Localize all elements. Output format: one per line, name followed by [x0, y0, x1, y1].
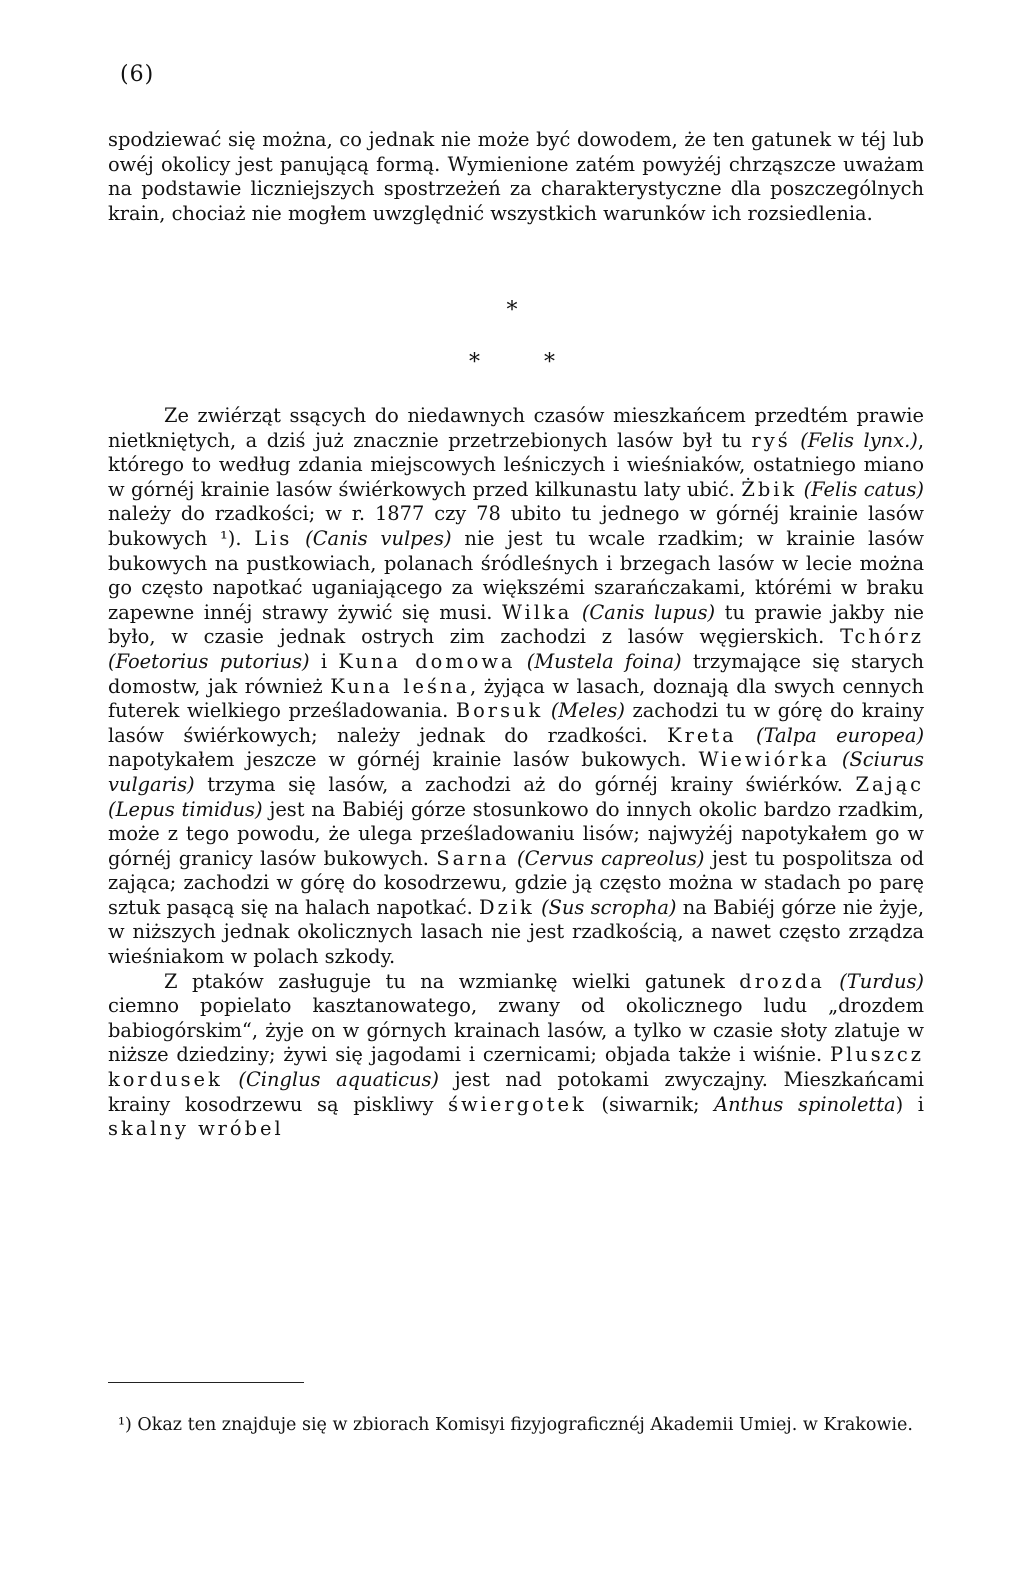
footnote-rule — [108, 1382, 304, 1383]
species-lis: Lis — [254, 526, 293, 550]
footnote-ref: ¹) — [220, 526, 236, 550]
species-swiergotek: świergotek — [448, 1092, 587, 1116]
footnote-mark: ¹) — [118, 1415, 132, 1435]
separator-star-right: * — [544, 350, 555, 375]
paragraph-1-text: spodziewać się można, co jednak nie może być dowodem, że ten gatunek w téj lub owéj okolicy jest panującą formą. Wymienione zatém powyżéj chrząszcze uważam na podstawie liczniejszych spostrzeżeń za charakterystyczne dla poszczególnych krain, chociaż nie mogłem uwzględnić wszystkich warunków ich rozsiedlenia. — [108, 128, 924, 225]
species-kuna-lesna: Kuna leśna — [330, 674, 470, 698]
main-text — [108, 404, 924, 1142]
species-tchorz: Tchórz — [840, 625, 924, 649]
species-rys: ryś — [751, 428, 791, 452]
species-wiewiorka: Wiewiórka — [698, 748, 830, 772]
species-pluszcz: Pluszcz kordusek — [108, 1043, 924, 1092]
species-wilk: Wilka — [501, 600, 573, 624]
species-borsuk: Borsuk — [455, 699, 544, 723]
species-kuna-domowa: Kuna domowa — [338, 649, 516, 673]
separator-star-left: * — [469, 350, 480, 375]
separator-stars-bottom — [0, 350, 1024, 375]
species-skalny-wrobel: skalny wróbel — [108, 1117, 284, 1141]
separator-star-top: * — [506, 298, 518, 323]
species-sarna: Sarna — [436, 846, 510, 870]
species-kreta: Kreta — [667, 723, 737, 747]
paragraph-birds: Z ptaków zasługuje tu na wzmiankę wielki gatunek drozda (Turdus) ciemno popielato kasztanowatego, zwany od okolicznego ludu „drozdem babiogórskim“, żyje on w górnych krainach lasów, a tylko w czasie słoty zlatuje w niższe dziedziny; żywi się jagodami i czernicami; objada także i wiśnie. Pluszcz kordusek (Cinglus aquaticus) jest nad potokami zwyczajny. Mieszkańcami krainy kosodrzewu są piskliwy świergotek (siwarnik; Anthus spinoletta) i skalny wróbel — [108, 969, 924, 1141]
species-dzik: Dzik — [479, 895, 535, 919]
paragraph-1 — [108, 128, 924, 226]
footnote — [118, 1414, 918, 1436]
footnote-text: Okaz ten znajduje się w zbiorach Komisyi fizyjograficznéj Akademii Umiej. w Krakowie. — [137, 1415, 913, 1435]
species-zbik: Żbik — [741, 477, 798, 501]
page-number: (6) — [120, 62, 155, 87]
species-zajac: Zając — [855, 772, 924, 796]
species-drozd: drozda — [739, 969, 825, 993]
paragraph-mammals: Ze zwiérząt ssących do niedawnych czasów mieszkańcem przedtém prawie nietkniętych, a dziś już znacznie przetrzebionych lasów był tu ryś (Felis lynx.), którego to według zdania miejscowych leśniczych i wieśniaków, ostatniego miano w górnéj krainie lasów świérkowych przed kilkunastu laty ubić. Żbik (Felis catus) należy do rzadkości; w r. 1877 czy 78 ubito tu jednego w górnéj krainie lasów bukowych ¹). Lis (Canis vulpes) nie jest tu wcale rzadkim; w krainie lasów bukowych na pustkowiach, polanach śródleśnych i brzegach lasów w lecie można go często napotkać uganiającego za większémi szarańczakami, którémi w braku zapewne innéj strawy żywić się musi. Wilka (Canis lupus) tu prawie jakby nie było, w czasie jednak ostrych zim zachodzi z lasów węgierskich. Tchórz (Foetorius putorius) i Kuna domowa (Mustela foina) trzymające się starych domostw, jak również Kuna leśna, żyjąca w lasach, doznają dla swych cennych futerek wielkiego prześladowania. Borsuk (Meles) zachodzi tu w górę do krainy lasów świérkowych; należy jednak do rzadkości. Kreta (Talpa europea) napotykałem jeszcze w górnéj krainie lasów bukowych. Wiewiórka (Sciurus vulgaris) trzyma się lasów, a zachodzi aż do górnéj krainy świérków. Zając (Lepus timidus) jest na Babiéj górze stosunkowo do innych okolic bardzo rzadkim, może z tego powodu, że ulega prześladowaniu lisów; najwyżéj napotykałem go w górnéj granicy lasów bukowych. Sarna (Cervus capreolus) jest tu pospolitsza od zająca; zachodzi w górę do kosodrzewu, gdzie ją często można w stadach po parę sztuk pasącą się na halach napotkać. Dzik (Sus scropha) na Babiéj górze nie żyje, w niższych jednak okolicznych lasach nie jest rzadkością, a nawet często zrządza wieśniakom w polach szkody. — [108, 404, 925, 969]
